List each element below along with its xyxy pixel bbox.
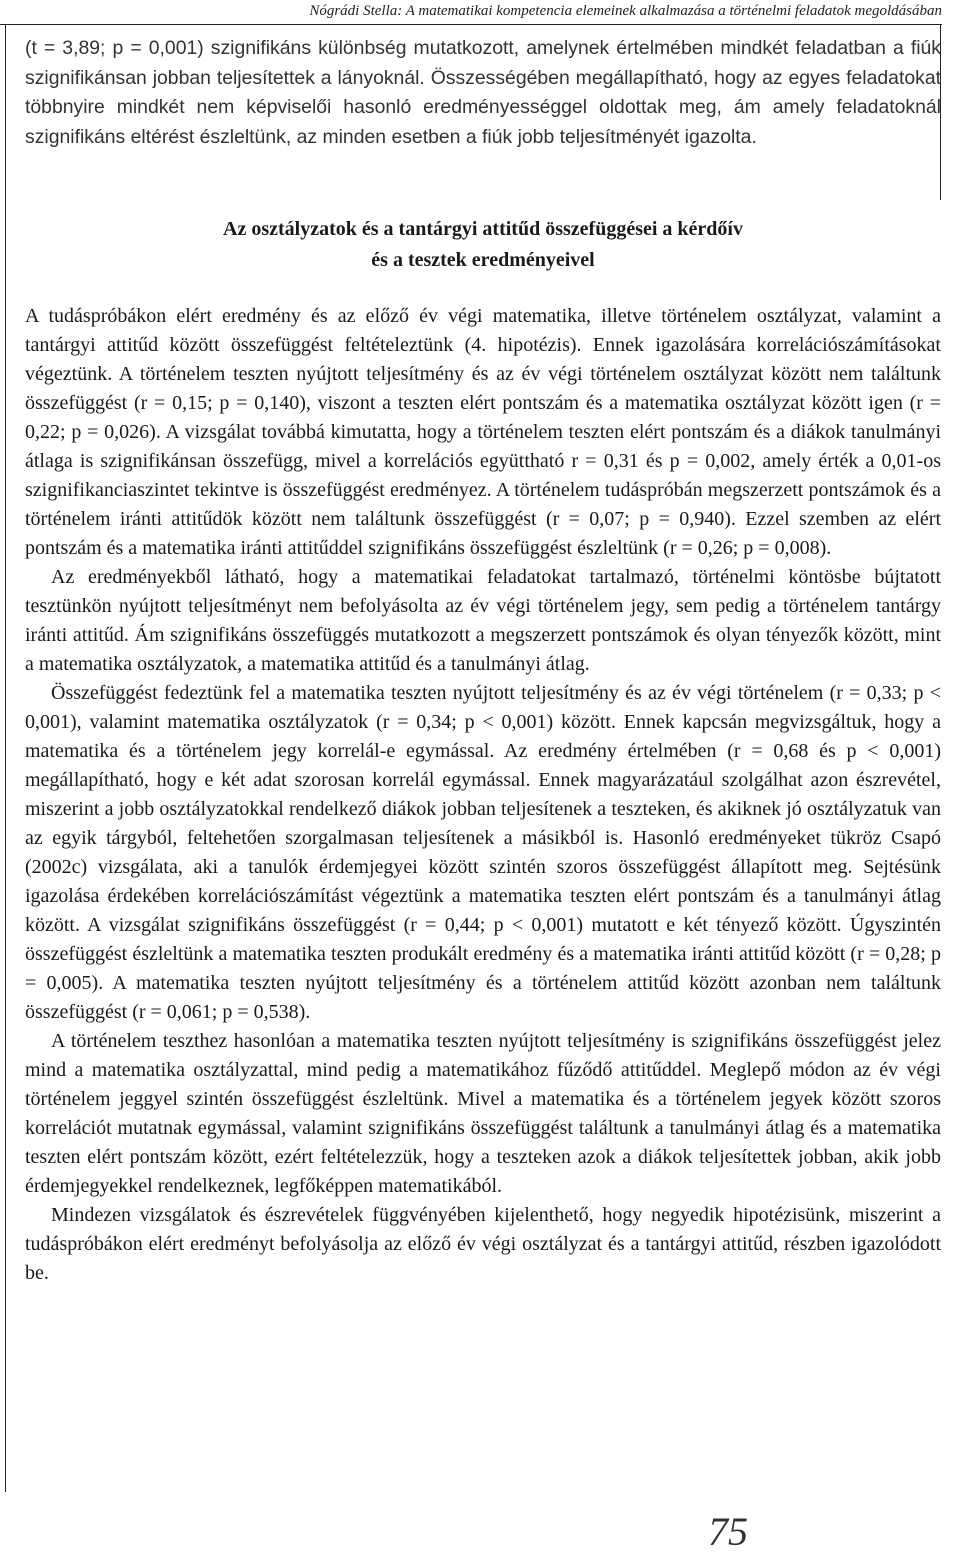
body-paragraph-3: Összefüggést fedeztünk fel a matematika teszten nyújtott teljesítmény és az év végi történelem (r = 0,33; p < 0,001), valamint matematika osztályzatok (r = 0,34; p < 0,001) között. Ennek kapcsán megvizsgáltuk, hogy a matematika és a történelem jegy korrelál-e egymással. Az eredmény értelmében (r = 0,68 és p < 0,001) megállapítható, hogy e két adat szorosan korrelál egymással. Ennek magyarázatául szolgálhat azon észrevétel, miszerint a jobb osztályzatokkal rendelkező diákok jobban teljesítenek a teszteken, és akiknek jó osztályzatuk van az egyik tárgyból, feltehetően szorgalmasan teljesítenek a másikból is. Hasonló eredményeket tükröz Csapó (2002c) vizsgálata, aki a tanulók érdemjegyei között szintén szoros összefüggést állapított meg. Sejtésünk igazolása érdekében korrelációszámítást végeztünk a matematika teszten elért pontszám és a tanulmányi átlag között. A vizsgálat szignifikáns összefüggést (r = 0,44; p < 0,001) mutatott e két tényező között. Úgyszintén összefüggést észleltünk a matematika teszten produkált eredmény és a matematika iránti attitűd között (r = 0,28; p = 0,005). A matematika teszten nyújtott teljesítmény és a történelem attitűd között azonban nem találtunk összefüggést (r = 0,061; p = 0,538). <box>25 682 941 1023</box>
page-number: 75 <box>708 1509 748 1554</box>
body-paragraph-2: Az eredményekből látható, hogy a matematikai feladatokat tartalmazó, történelmi köntösbe bújtatott tesztünkön nyújtott teljesítményt nem befolyásolta az év végi történelem jegy, sem pedig a történelem tantárgy iránti attitűd. Ám szignifikáns összefüggés mutatkozott a megszerzett pontszámok és olyan tényezők között, mint a matematika osztályzatok, a matematika attitűd és a tanulmányi átlag. <box>25 566 941 675</box>
running-title: Nógrádi Stella: A matematikai kompetencia elemeinek alkalmazása a történelmi feladatok megoldásában <box>309 3 942 19</box>
body-paragraph-4: A történelem teszthez hasonlóan a matematika teszten nyújtott teljesítmény is szignifikáns összefüggést jelez mind a matematika osztályzattal, mind pedig a matematikához fűződő attitűddel. Meglepő módon az év végi történelem jeggyel szintén összefüggést észleltünk. Mivel a matematika és a történelem jegyek között szoros korrelációt mutatnak egymással, valamint szignifikáns összefüggést találtunk a tanulmányi átlag és a matematika teszten elért pontszám között, ezért feltételezzük, hogy a teszteken azok a diákok teljesítettek jobban, akik jobb érdemjegyekkel rendelkeznek, legfőképpen matematikából. <box>25 1030 941 1197</box>
intro-paragraph: (t = 3,89; p = 0,001) szignifikáns különbség mutatkozott, amelynek értelmében mindkét feladatban a fiúk szignifikánsan jobban teljesítettek a lányoknál. Összességében megállapítható, hogy az egyes feladatokat többnyire mindkét nem képviselői hasonló eredményességgel oldottak meg, ám amely feladatoknál szignifikáns eltérést észleltünk, az minden esetben a fiúk jobb teljesítményét igazolta. <box>25 37 941 148</box>
page-body <box>25 34 941 1288</box>
left-margin-rule <box>5 24 6 1492</box>
body-paragraph-1: A tudáspróbákon elért eredmény és az előző év végi matematika, illetve történelem osztályzat, valamint a tantárgyi attitűd között összefüggést feltételeztünk (4. hipotézis). Ennek igazolására korrelációszámításokat végeztünk. A történelem teszten nyújtott teljesítmény és az év végi történelem osztályzat között nem találtunk összefüggést (r = 0,15; p = 0,140), viszont a teszten elért pontszám és a matematika osztályzat között igen (r = 0,22; p = 0,026). A vizsgálat továbbá kimutatta, hogy a történelem teszten elért pontszám és a diákok tanulmányi átlaga is szignifikánsan összefügg, mivel a korrelációs együttható r = 0,31 és p = 0,002, amely érték a 0,01-os szignifikanciaszintet tekintve is összefüggést eredményez. A történelem tudáspróbán megszerzett pontszámok és a történelem iránti attitűdök között nem találtunk összefüggést (r = 0,07; p = 0,940). Ezzel szemben az elért pontszám és a matematika iránti attitűddel szignifikáns összefüggést észleltünk (r = 0,26; p = 0,008). <box>25 305 941 559</box>
running-header <box>0 0 942 25</box>
section-heading-line-2: és a tesztek eredményeivel <box>371 249 595 271</box>
section-heading <box>25 214 941 276</box>
section-heading-line-1: Az osztályzatok és a tantárgyi attitűd összefüggései a kérdőív <box>223 218 743 240</box>
body-paragraph-5: Mindezen vizsgálatok és észrevételek függvényében kijelenthető, hogy negyedik hipotézisünk, miszerint a tudáspróbákon elért eredményt befolyásolja az előző év végi osztályzat és a tantárgyi attitűd, részben igazolódott be. <box>25 1204 941 1284</box>
